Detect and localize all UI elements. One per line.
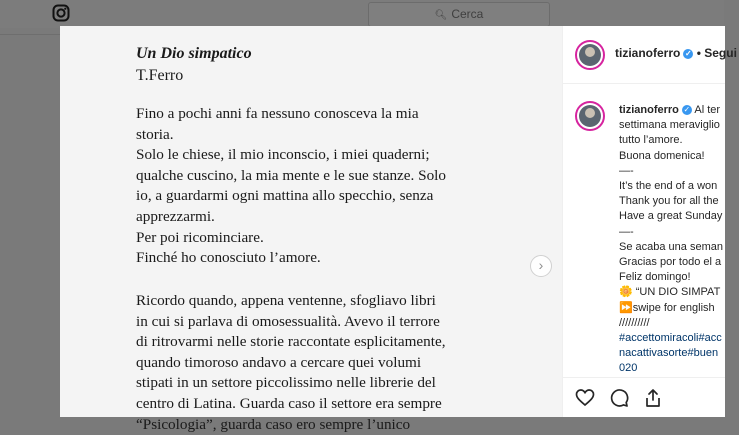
caption-text — [619, 103, 739, 377]
caption-line: Feliz domingo! — [619, 271, 691, 284]
avatar[interactable] — [575, 40, 605, 70]
post-actions — [563, 377, 725, 418]
search-input[interactable] — [368, 2, 550, 27]
verified-badge-icon: ✓ — [684, 48, 692, 58]
caption-line: 🌼 “UN DIO SIMPAT — [619, 286, 721, 299]
document-page — [136, 44, 446, 433]
hashtag-link[interactable]: 020 — [619, 362, 638, 375]
top-nav — [0, 0, 724, 28]
hashtag-link[interactable]: nacattivasorte#buen — [619, 347, 719, 360]
background-divider — [0, 34, 60, 35]
username-link[interactable]: tizianoferro — [615, 46, 681, 60]
hashtag-link[interactable]: #accettomiracoli#acc — [619, 332, 722, 345]
caption-line: —- — [619, 164, 634, 177]
caption — [563, 83, 725, 377]
document-author: T.Ferro — [136, 67, 184, 84]
search-icon: 🔍︎ — [434, 10, 448, 21]
separator: • — [696, 46, 701, 60]
document-title: Un Dio simpatico — [136, 45, 252, 62]
caption-line: —- — [619, 225, 634, 238]
text-line: “Psicologia”, guarda caso ero sempre l’unico — [136, 415, 411, 433]
next-slide-button[interactable] — [530, 255, 552, 277]
post-sidebar — [562, 26, 737, 417]
caption-line: Thank you for all the — [619, 195, 719, 208]
text-line: Fino a pochi anni fa nessuno conosceva la mia — [136, 105, 419, 122]
avatar[interactable] — [575, 101, 605, 131]
follow-button[interactable]: Segui — [704, 46, 737, 60]
post-image[interactable] — [60, 26, 562, 433]
text-line: Solo le chiese, il mio inconscio, i miei quaderni; — [136, 146, 430, 164]
text-line: in cui si parlava di omosessualità. Avevo il terrore — [136, 312, 440, 330]
text-line: di ritrovarmi nelle storie raccontate esplicitamente, — [136, 333, 446, 351]
verified-badge-icon: ✓ — [683, 105, 691, 115]
comment-icon[interactable] — [609, 388, 629, 408]
document-paragraph-2 — [136, 291, 446, 435]
search-placeholder: Cerca — [451, 7, 484, 21]
caption-line: ////////// — [619, 316, 650, 329]
instagram-icon[interactable] — [52, 4, 70, 22]
caption-line: It’s the end of a won — [619, 180, 718, 193]
heart-icon[interactable] — [575, 388, 595, 408]
document-paragraph-1 — [136, 104, 446, 269]
share-icon[interactable] — [643, 388, 663, 408]
text-line: stipati in un settore piccolissimo nelle librerie del — [136, 374, 436, 392]
text-line: centro di Latina. Guarda caso il settore era sempre — [136, 394, 442, 412]
caption-line: ⏩swipe for english — [619, 301, 715, 314]
text-line: Finché ho conosciuto l’amore. — [136, 249, 321, 267]
caption-username[interactable]: tizianoferro — [619, 104, 679, 116]
caption-line: Have a great Sunday — [619, 210, 723, 223]
text-line: Ricordo quando, appena ventenne, sfogliavo libri — [136, 292, 436, 309]
caption-line: tutto l’amore. — [619, 134, 683, 147]
header-user — [615, 46, 737, 60]
text-line: quando timoroso andavo a cercare quei volumi — [136, 353, 422, 371]
text-line: apprezzarmi. — [136, 207, 215, 225]
post-header — [563, 26, 737, 84]
caption-line: settimana meraviglio — [619, 119, 720, 132]
chevron-right-icon: › — [538, 257, 544, 273]
text-line: qualche cuscino, la mia mente e le sue stanze. Solo — [136, 166, 446, 184]
text-line: storia. — [136, 125, 174, 143]
caption-line: Al ter — [694, 104, 721, 116]
caption-line: Se acaba una seman — [619, 240, 723, 253]
text-line: io, a guardarmi ogni mattina allo specchio, senza — [136, 187, 434, 205]
text-line: Per poi ricominciare. — [136, 228, 264, 246]
caption-line: Buona domenica! — [619, 149, 705, 162]
caption-line: Gracias por todo el a — [619, 256, 722, 269]
post-modal — [60, 26, 737, 433]
